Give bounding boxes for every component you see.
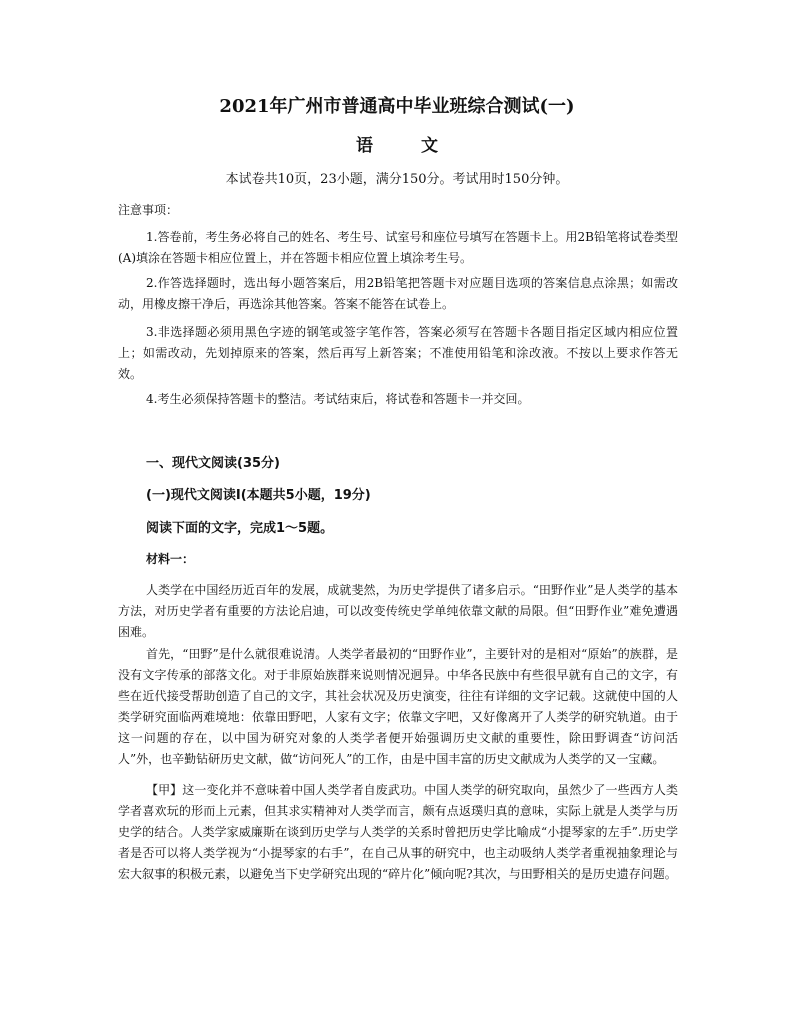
subject-heading: 语 文 — [356, 136, 438, 156]
passage-paragraph-2: 首先，“田野”是什么就很难说清。人类学者最初的“田野作业”，主要针对的是相对“原始”的族群，是没有文字传承的部落文化。对于非原始族群来说则情况迥异。中华各民族中有些很早就有自己的文字，有些在近代接受帮助创造了自己的文字，其社会状况及历史演变，往往有详细的文字记载。这就使中国的人类学研究面临两难境地：依靠田野吧，人家有文字；依靠文字吧，又好像离开了人类学的研究轨道。由于这一问题的存在，以中国为研究对象的人类学者便开始强调历史文献的重要性，除田野调查“访问活人”外，也辛勤钻研历史文献，做“访问死人”的工作，由是中国丰富的历史文献成为人类学的又一宝藏。 — [118, 647, 678, 766]
passage-paragraph-1: 人类学在中国经历近百年的发展，成就斐然，为历史学提供了诸多启示。“田野作业”是人类学的基本方法，对历史学者有重要的方法论启迪，可以改变传统史学单纯依靠文献的局限。但“田野作业”难免遭遇困难。 — [118, 583, 678, 639]
notice-item-2: 2.作答选择题时，选出每小题答案后，用2B铅笔把答题卡对应题目选项的答案信息点涂黑；如需改动，用橡皮擦干净后，再选涂其他答案。答案不能答在试卷上。 — [118, 276, 678, 311]
notice-item-1: 1.答卷前，考生务必将自己的姓名、考生号、试室号和座位号填写在答题卡上。用2B铅笔将试卷类型(A)填涂在答题卡相应位置上，并在答题卡相应位置上填涂考生号。 — [118, 230, 678, 265]
notice-item-3: 3.非选择题必须用黑色字迹的钢笔或签字笔作答，答案必须写在答题卡各题目指定区域内相应位置上；如需改动，先划掉原来的答案，然后再写上新答案；不准使用铅笔和涂改液。不按以上要求作答无效。 — [118, 325, 678, 381]
exam-info: 本试卷共10页，23小题，满分150分。考试用时150分钟。 — [225, 172, 569, 187]
passage-paragraph-3: 【甲】这一变化并不意味着中国人类学者自废武功。中国人类学的研究取向，虽然少了一些西方人类学者喜欢玩的形而上元素，但其求实精神对人类学而言，颇有点返璞归真的意味，实际上就是人类学与历史学的结合。人类学家威廉斯在谈到历史学与人类学的关系时曾把历史学比喻成“小提琴家的左手”.历史学者是否可以将人类学视为“小提琴家的右手”，在自己从事的研究中，也主动吸纳人类学者重视抽象理论与宏大叙事的积极元素，以避免当下史学研究出现的“碎片化”倾向呢?其次，与田野相关的是历史遗存问题。 — [118, 783, 678, 881]
material-label: 材料一： — [146, 552, 195, 566]
notice-item-4: 4.考生必须保持答题卡的整洁。考试结束后，将试卷和答题卡一并交回。 — [146, 392, 530, 406]
subsection-heading: (一)现代文阅读Ⅰ(本题共5小题，19分) — [146, 488, 371, 503]
section-heading: 一、现代文阅读(35分) — [146, 456, 280, 471]
exam-title: 2021年广州市普通高中毕业班综合测试(一) — [219, 96, 575, 117]
notice-heading: 注意事项： — [118, 203, 179, 217]
reading-instruction: 阅读下面的文字，完成1～5题。 — [146, 521, 334, 536]
